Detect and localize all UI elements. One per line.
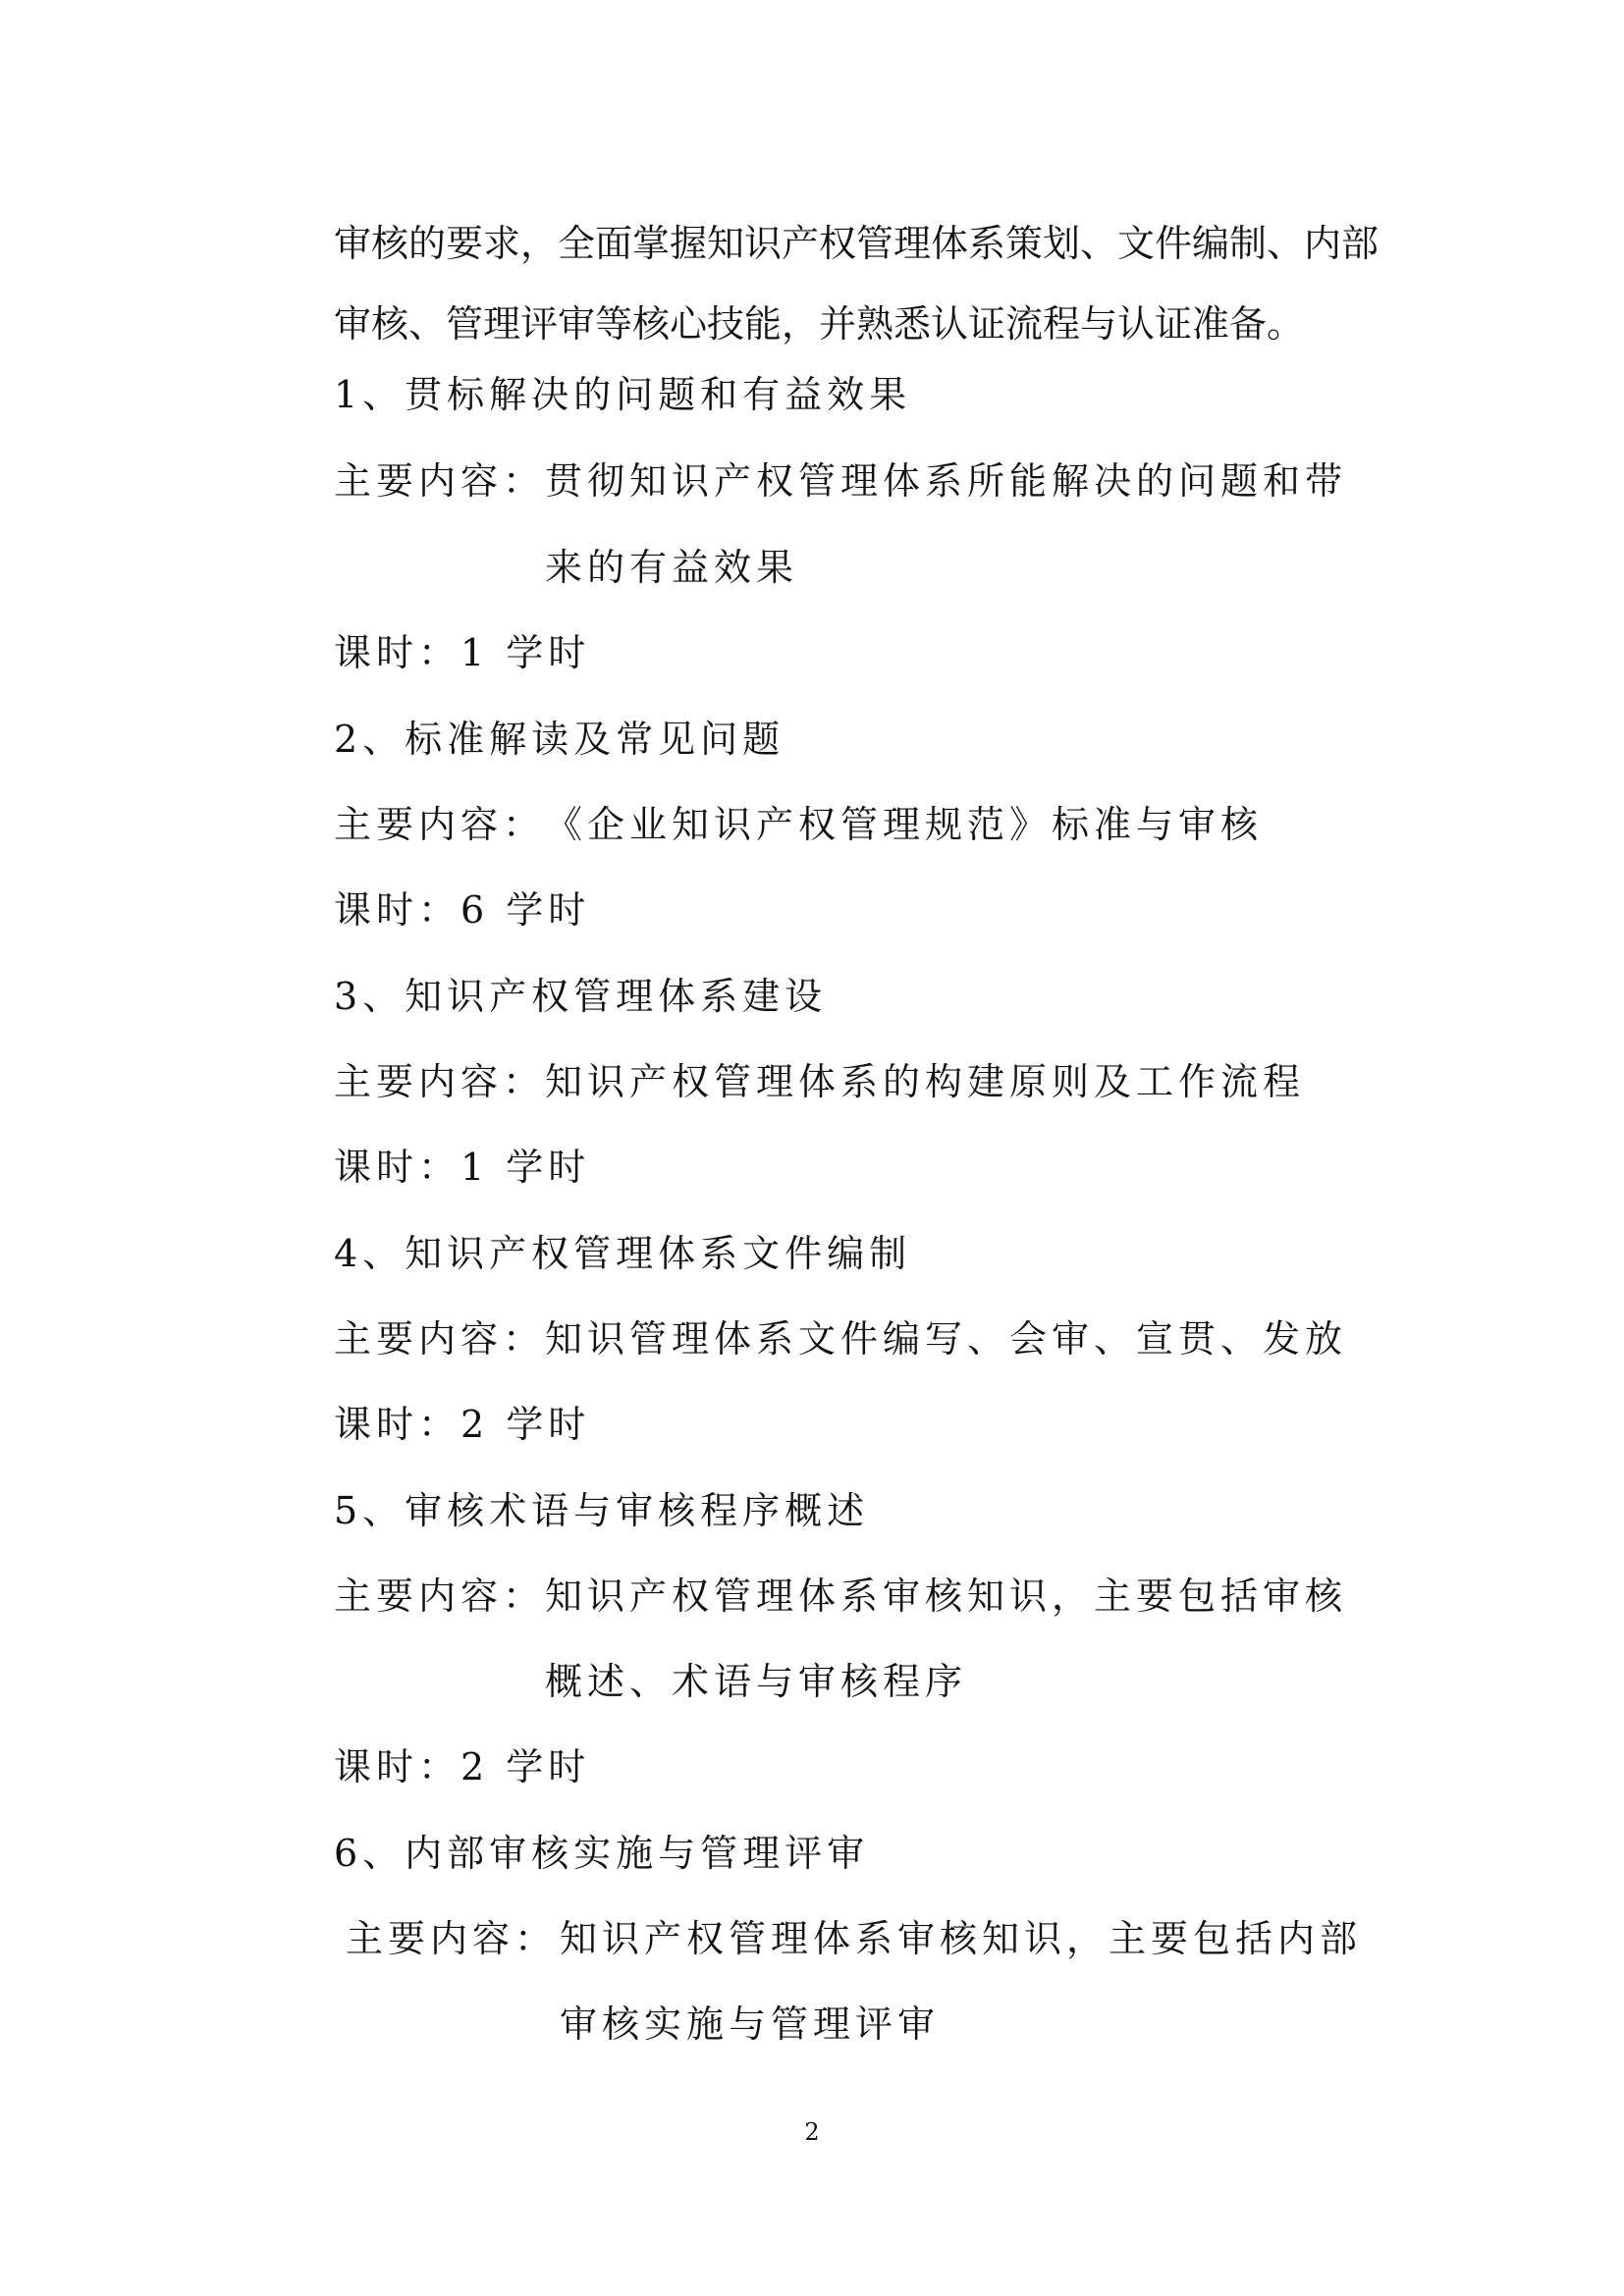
section-4-title: 4、知识产权管理体系文件编制 (334, 1232, 912, 1275)
section-5-title: 5、审核术语与审核程序概述 (334, 1489, 870, 1532)
section-6-content-label: 主要内容： (346, 1917, 558, 1960)
page-number: 2 (804, 2118, 820, 2146)
section-3-content-line-1: 知识产权管理体系的构建原则及工作流程 (545, 1060, 1306, 1103)
section-6-title: 6、内部审核实施与管理评审 (334, 1832, 870, 1875)
section-1-content-line-2: 来的有益效果 (545, 546, 799, 589)
section-2-hours: 课时：6 学时 (334, 888, 591, 932)
section-4-hours: 课时：2 学时 (334, 1403, 591, 1446)
section-5-content-line-1: 知识产权管理体系审核知识，主要包括审核 (545, 1575, 1348, 1618)
section-1-content-line-1: 贯彻知识产权管理体系所能解决的问题和带 (545, 459, 1348, 503)
section-2-content-label: 主要内容： (334, 803, 546, 846)
section-4-content-label: 主要内容： (334, 1317, 546, 1361)
section-1-hours: 课时：1 学时 (334, 631, 591, 674)
section-5-content-line-2: 概述、术语与审核程序 (545, 1660, 968, 1703)
section-5-hours: 课时：2 学时 (334, 1745, 591, 1789)
intro-line-1: 审核的要求，全面掌握知识产权管理体系策划、文件编制、内部 (334, 222, 1380, 265)
section-6-content-line-2: 审核实施与管理评审 (560, 2002, 941, 2046)
section-2-title: 2、标准解读及常见问题 (334, 718, 785, 761)
section-3-hours: 课时：1 学时 (334, 1146, 591, 1189)
section-4-content-line-1: 知识管理体系文件编写、会审、宣贯、发放 (545, 1317, 1348, 1361)
section-1-title: 1、贯标解决的问题和有益效果 (334, 373, 912, 416)
section-2-content-line-1: 《企业知识产权管理规范》标准与审核 (545, 803, 1264, 846)
section-3-title: 3、知识产权管理体系建设 (334, 975, 828, 1018)
intro-line-2: 审核、管理评审等核心技能，并熟悉认证流程与认证准备。 (334, 302, 1305, 346)
section-1-content-label: 主要内容： (334, 459, 546, 503)
section-5-content-label: 主要内容： (334, 1575, 546, 1618)
section-6-content-line-1: 知识产权管理体系审核知识，主要包括内部 (560, 1917, 1363, 1960)
section-3-content-label: 主要内容： (334, 1060, 546, 1103)
